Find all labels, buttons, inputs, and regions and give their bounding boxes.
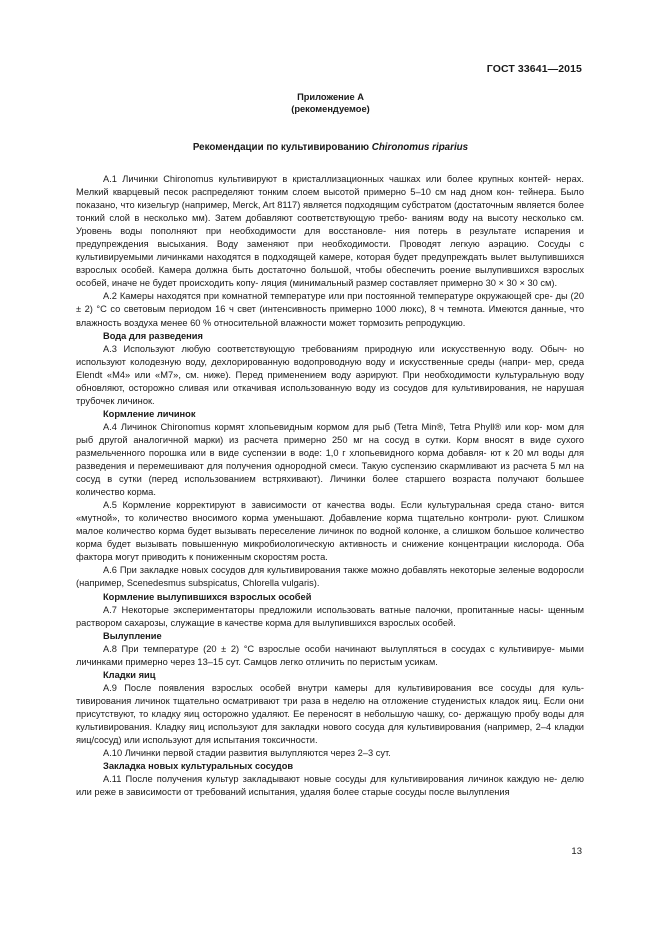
body-paragraph: А.11 После получения культур закладывают новые сосуды для культивирования личинок каждую не- делю или реже в зависимости от требований испытания, удаляя более старые сосуды после вылупления (76, 774, 584, 798)
section-title-prefix: Рекомендации по культивированию (192, 142, 372, 153)
body-paragraph: А.10 Личинки первой стадии развития вылупляются через 2–3 сут. (103, 748, 391, 759)
annex-status: (рекомендуемое) (291, 104, 370, 114)
body-paragraph: А.9 После появления взрослых особей внутри камеры для культивирования все сосуды для куль- тивирования личинок тщательно осматривают три раза в неделю на отложение студенистых кладок яиц. Если они присутствуют, то кладку яиц осторожно удаляют. Ее переносят в небольшую чашку, со- держащую пробу воды для культивирования. Кладку яиц используют для закладки нового сосуда для культивирования (например, 2–4 кладки яиц/сосуд) или используют для испытания токсичности. (76, 682, 584, 746)
body-paragraph: А.1 Личинки Chironomus культивируют в кристаллизационных чашках или более крупных контей- нерах. Мелкий кварцевый песок распределяют тонким слоем высотой примерно 5–10 см над дном кон- тейнера. Было показано, что кизельгур (например, Merck, Art 8117) является подходящим субстратом (достаточным является более тонкий слой в несколько мм). Затем добавляют соответствующую требо- ваниям воду на высоту несколько см. Уровень воды пополняют при необходимости для восстановле- ния потерь в результате испарения и предупреждения высыхания. Воду заменяют при необходимости. Проводят легкую аэрацию. Сосуды с культивируемыми личинками находятся в подходящей камере, которая будет предупреждать вылет вылупившихся взрослых особей. Камера должна быть достаточно большой, чтобы обеспечить роение вылупившихся взрослых особей, иначе не будет происходить копу- ляция (минимальный размер составляет примерно 30 × 30 × 30 см). (76, 174, 584, 289)
section-title (0, 142, 661, 153)
document-body (76, 173, 584, 799)
section-title-species: Chironomus riparius (371, 142, 469, 153)
annex-heading (0, 91, 661, 115)
standard-number: ГОСТ 33641—2015 (486, 63, 582, 75)
section-subheading: Вода для разведения (103, 330, 203, 341)
body-paragraph: А.7 Некоторые экспериментаторы предложили использовать ватные палочки, пропитанные насы- щенным раствором сахарозы, служащие в качестве корма для вылупившихся взрослых особей. (76, 604, 584, 628)
section-subheading: Кормление вылупившихся взрослых особей (103, 591, 312, 602)
page-number: 13 (571, 846, 582, 857)
body-paragraph: А.2 Камеры находятся при комнатной температуре или при постоянной температуре окружающей сре- ды (20 ± 2) °С со световым периодом 16 ч свет (интенсивность примерно 1000 люкс), 8 ч темнота. Имеются данные, что влажность воздуха менее 60 % относительной влажности может тормозить репродукцию. (76, 291, 584, 328)
section-subheading: Кормление личинок (103, 408, 196, 419)
section-subheading: Кладки яиц (103, 669, 156, 680)
body-paragraph: А.5 Кормление корректируют в зависимости от качества воды. Если культуральная среда стано- вится «мутной», то количество вносимого корма уменьшают. Добавление корма тщательно контроли- руют. Слишком малое количество корма будет вызывать переселение личинок по водной колонке, а слишком большое количество корма будет вызывать повышенную микробиологическую активность и снижение концентрации кислорода. Оба фактора могут приводить к пониженным скоростям роста. (76, 500, 584, 563)
body-paragraph: А.3 Используют любую соответствующую требованиям природную или искусственную воду. Обыч- но используют колодезную воду, дехлорированную водопроводную воду и искусственные среды (напри- мер, среда Elendt «М4» или «М7», см. ниже). Перед применением воду аэрируют. При необходимости культуральную воду обновляют, осторожно сливая или откачивая использованную воду из сосудов для культивирования, не нарушая трубочек личинок. (76, 343, 584, 406)
body-paragraph: А.6 При закладке новых сосудов для культивирования также можно добавлять некоторые зеленые водоросли (например, Scenedesmus subspicatus, Chlorella vulgaris). (76, 565, 584, 589)
section-subheading: Вылупление (103, 630, 162, 641)
section-subheading: Закладка новых культуральных сосудов (103, 761, 294, 772)
body-paragraph: А.4 Личинок Chironomus кормят хлопьевидным кормом для рыб (Tetra Min®, Tetra Phyll® или кор- мом для рыб другой аналогичной марки) из расчета примерно 250 мг на сосуд в сутки. Корм вносят в виде сухого размельченного порошка или в виде суспензии в воде: 1,0 г хлопьевидного корма добавля- ют к 20 мл воды для разведения и перемешивают для получения однородной смеси. Такую суспензию скармливают из расчета 5 мл на сосуд в сутки (перед использованием встряхивают). Личинки более старшего возраста получают большее количество корма. (76, 421, 584, 498)
annex-title: Приложение А (297, 92, 364, 102)
body-paragraph: А.8 При температуре (20 ± 2) °С взрослые особи начинают вылупляться в сосудах с культивируе- мыми личинками примерно через 13–15 сут. Самцов легко отличить по перистым усикам. (76, 643, 584, 667)
